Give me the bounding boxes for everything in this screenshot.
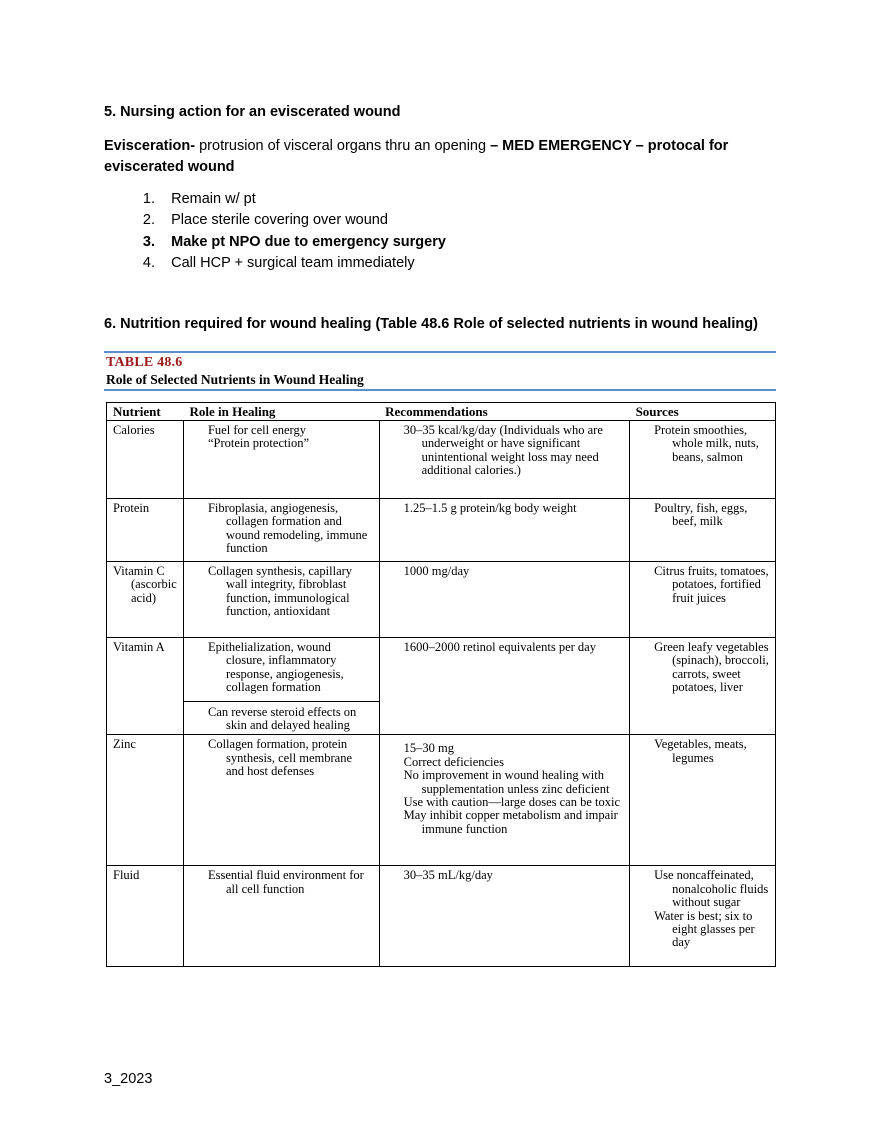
table-title: Role of Selected Nutrients in Wound Healing [106, 372, 364, 387]
cell-role: Fuel for cell energy “Protein protection” [183, 421, 379, 499]
cell-sources: Use noncaffeinated, nonalcoholic fluids without sugar Water is best; six to eight glasses per day [630, 866, 776, 967]
header-sources: Sources [630, 403, 776, 421]
nutrients-table [106, 402, 776, 967]
cell-role: Epithelialization, wound closure, inflammatory response, angiogenesis, collagen formation Can reverse steroid effects on skin and delayed healing [183, 638, 379, 735]
table-row [107, 421, 776, 499]
evisceration-paragraph [104, 136, 764, 178]
cell-nutrient: Vitamin C (ascorbic acid) [107, 562, 184, 638]
cell-role: Essential fluid environment for all cell function [183, 866, 379, 967]
list-item: 2. Place sterile covering over wound [142, 212, 388, 229]
cell-nutrient: Fluid [107, 866, 184, 967]
cell-nutrient: Calories [107, 421, 184, 499]
evisceration-term: Evisceration- [104, 138, 196, 154]
cell-role: Collagen synthesis, capillary wall integrity, fibroblast function, immunological function, antioxidant [183, 562, 379, 638]
list-item: 4. Call HCP + surgical team immediately [142, 254, 415, 271]
section-5-heading: 5. Nursing action for an eviscerated wound [104, 104, 401, 120]
table-top-rule [104, 351, 776, 353]
table-header-row [107, 403, 776, 421]
cell-recommendation: 1.25–1.5 g protein/kg body weight [379, 499, 629, 562]
cell-sources: Citrus fruits, tomatoes, potatoes, fortified fruit juices [630, 562, 776, 638]
table-row [107, 735, 776, 866]
cell-role: Fibroplasia, angiogenesis, collagen formation and wound remodeling, immune function [183, 499, 379, 562]
section-6-heading: 6. Nutrition required for wound healing (Table 48.6 Role of selected nutrients in wound healing) [104, 316, 758, 332]
cell-nutrient: Vitamin A [107, 638, 184, 735]
med-emergency-text: – MED EMERGENCY – protocal for eviscerated wound [104, 138, 729, 175]
list-item: 1. Remain w/ pt [142, 191, 256, 207]
header-role: Role in Healing [183, 403, 379, 421]
table-number: TABLE 48.6 [106, 355, 183, 370]
nursing-steps-list [104, 189, 446, 274]
cell-recommendation: 1600–2000 retinol equivalents per day [379, 638, 629, 735]
cell-sources: Protein smoothies, whole milk, nuts, beans, salmon [630, 421, 776, 499]
cell-recommendation: 30–35 kcal/kg/day (Individuals who are underweight or have significant unintentional weight loss may need additional calories.) [379, 421, 629, 499]
cell-sources: Vegetables, meats, legumes [630, 735, 776, 866]
table-row [107, 638, 776, 735]
table-row [107, 866, 776, 967]
cell-nutrient: Protein [107, 499, 184, 562]
table-title-rule [104, 389, 776, 391]
header-recommendations: Recommendations [379, 403, 629, 421]
cell-sources: Green leafy vegetables (spinach), broccoli, carrots, sweet potatoes, liver [630, 638, 776, 735]
cell-role: Collagen formation, protein synthesis, cell membrane and host defenses [183, 735, 379, 866]
cell-recommendation: 30–35 mL/kg/day [379, 866, 629, 967]
table-row [107, 562, 776, 638]
cell-nutrient: Zinc [107, 735, 184, 866]
cell-sources: Poultry, fish, eggs, beef, milk [630, 499, 776, 562]
header-nutrient: Nutrient [107, 403, 184, 421]
cell-recommendation: 1000 mg/day [379, 562, 629, 638]
cell-recommendation: 15–30 mg Correct deficiencies No improvement in wound healing with supplementation unless zinc deficient Use with caution—large doses can be toxic May inhibit copper metabolism and impair immune function [379, 735, 629, 866]
list-item: 3. Make pt NPO due to emergency surgery [142, 233, 446, 250]
evisceration-definition: protrusion of visceral organs thru an opening [195, 138, 491, 154]
table-row [107, 499, 776, 562]
page-footer: 3_2023 [104, 1071, 153, 1087]
